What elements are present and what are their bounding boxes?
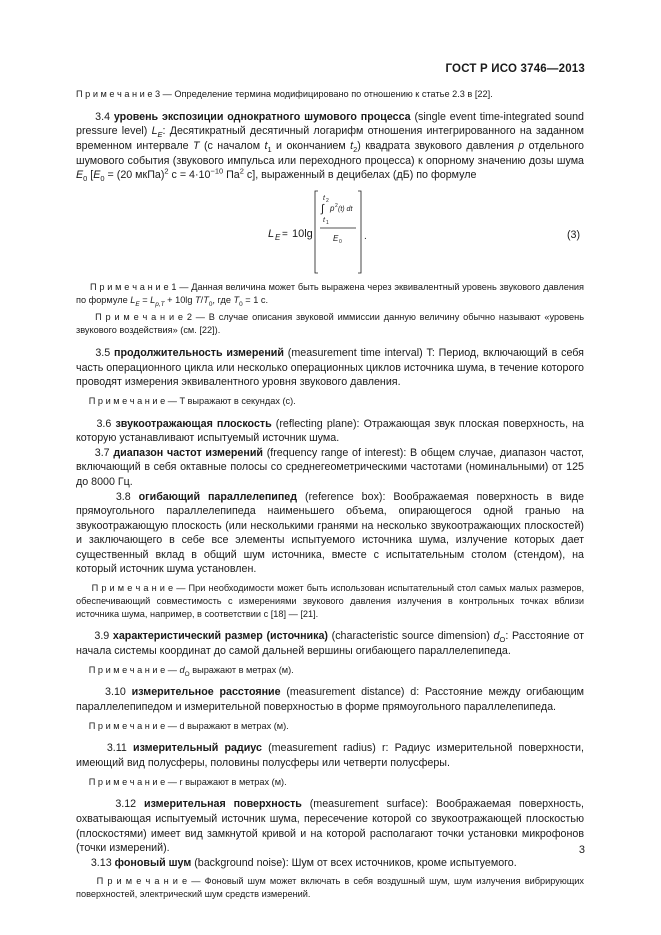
term-3-9: 3.9 характеристический размер (источника) (characteristic source dimension) $d_O$: Расстояние от начала системы координат до самой дальней вершины огибающего параллелепипеда. (76, 630, 584, 658)
document-body (76, 88, 584, 901)
formula-graphic (76, 185, 584, 281)
term-3-7: 3.7 диапазон частот измерений (frequency range of interest): В общем случае, диапазон частот, включающий в себя октавные полосы со среднегеометрическими частотами (номинальными) от 125 до 8000 Гц. (76, 446, 584, 488)
note-3-8: П р и м е ч а н и е — При необходимости может быть использован испытательный стол самых малых размеров, обеспечивающий совместимость с измерениями звукового давления излучения в контрольных точках вблизи источника шума, например, в соответствии с [18] — [21]. (76, 583, 584, 619)
term-3-5: 3.5 продолжительность измерений (measurement time interval) T: Период, включающий в себя часть операционного цикла или несколько операционных циклов источника шума, в течение которого проводят измерения эквивалентного уровня звукового давления. (76, 346, 584, 389)
note-3: П р и м е ч а н и е 3 — Определение термина модифицировано по отношению к статье 2.3 в [22]. (76, 89, 493, 99)
note-3-9: П р и м е ч а н и е — $d_O$ выражают в метрах (м). (88, 664, 294, 678)
note-1: П р и м е ч а н и е 1 — Данная величина может быть выражена через эквивалентный уровень звукового давления по формуле $L_E = L_{p,T} + 10\lg$ $T/T_0$, где $T_0 = 1$ с. (76, 281, 584, 308)
page-number: 3 (578, 844, 585, 856)
svg-text:2: 2 (335, 202, 338, 209)
svg-text:L: L (268, 227, 275, 240)
svg-text:t: t (323, 194, 325, 202)
note-3-5: П р и м е ч а н и е — T выражают в секундах (с). (88, 395, 296, 406)
term-3-10: 3.10 измерительное расстояние (measurement distance) d: Расстояние между огибающим параллелепипедом и измерительной поверхностью в форме прямоугольного параллелепипеда. (76, 686, 584, 714)
svg-text:p: p (330, 203, 335, 213)
svg-text:E: E (275, 232, 281, 242)
formula-number: (3) (566, 228, 580, 241)
svg-text:t: t (323, 216, 325, 224)
term-3-12: 3.12 измерительная поверхность (measurement surface): Воображаемая поверхность, охватывающая испытуемый источник шума, пересечение которой со звукоотражающей плоскостью (плоскостями) имеет вид замкнутой кривой и на которой располагают точки установки микрофонов (точки измерений). (76, 798, 584, 855)
note-3-11: П р и м е ч а н и е — r выражают в метрах (м). (88, 776, 287, 787)
svg-text:10lg: 10lg (292, 227, 313, 240)
note-2: П р и м е ч а н и е 2 — В случае описания звуковой иммиссии данную величину обычно называют «уровень звукового воздействия» (см. [22]). (76, 312, 585, 336)
svg-text:1: 1 (326, 219, 329, 226)
svg-text:2: 2 (326, 197, 329, 204)
term-3-8: 3.8 огибающий параллелепипед (reference box): Воображаемая поверхность в виде прямоугольного параллелепипеда наименьшего объема, опирающегося одной гранью на звукоотражающую плоскость (или несколькими гранями на несколько звукоотражающих плоскостей) и заключающего в себе все элементы испытуемого источника шума, излучение которых дает существенный вклад в общий шум источника, вместе с испытательным столом (стендом), на который источник шума установлен. (76, 490, 584, 576)
note-3-10: П р и м е ч а н и е — d выражают в метрах (м). (88, 720, 289, 731)
svg-text:0: 0 (339, 238, 342, 245)
term-3-6: 3.6 звукоотражающая плоскость (reflecting plane): Отражающая звук плоская поверхность, на которую устанавливают испытуемый источник шума. (76, 417, 584, 445)
svg-text:=: = (282, 228, 288, 240)
svg-text:E: E (333, 233, 339, 243)
formula-3 (76, 185, 584, 281)
svg-text:.: . (364, 230, 367, 242)
term-3-4: 3.4 уровень экспозиции однократного шумового процесса (single event time-integrated sound pressure level) $L_E$: Десятикратный десятичный логарифм отношения интегрированного на заданном временном интервале T (с началом $t_1$ и окончанием $t_2$) квадрата звукового давления p отдельного шумового события (звукового импульса или переходного процесса) к опорному значению дозы шума $E_0$ [$E_0 = (20$ мкПа)$^2$ $с = 4\cdot 10^{-10}$ $Па^2$ с], выраженный в децибелах (дБ) по формуле (76, 110, 585, 184)
svg-text:∫: ∫ (321, 202, 325, 215)
document-header: ГОСТ Р ИСО 3746—2013 (445, 63, 585, 75)
svg-text:(t) dt: (t) dt (338, 205, 353, 213)
note-3-13: П р и м е ч а н и е — Фоновый шум может включать в себя воздушный шум, шум излучения вибрирующих поверхностей, электрический шум средств измерений. (76, 876, 584, 900)
term-3-11: 3.11 измерительный радиус (measurement radius) r: Радиус измерительной поверхности, имеющий вид полусферы, половины полусферы или четверти полусферы. (76, 742, 584, 770)
term-3-13: 3.13 фоновый шум (background noise): Шум от всех источников, кроме испытуемого. (90, 856, 517, 869)
